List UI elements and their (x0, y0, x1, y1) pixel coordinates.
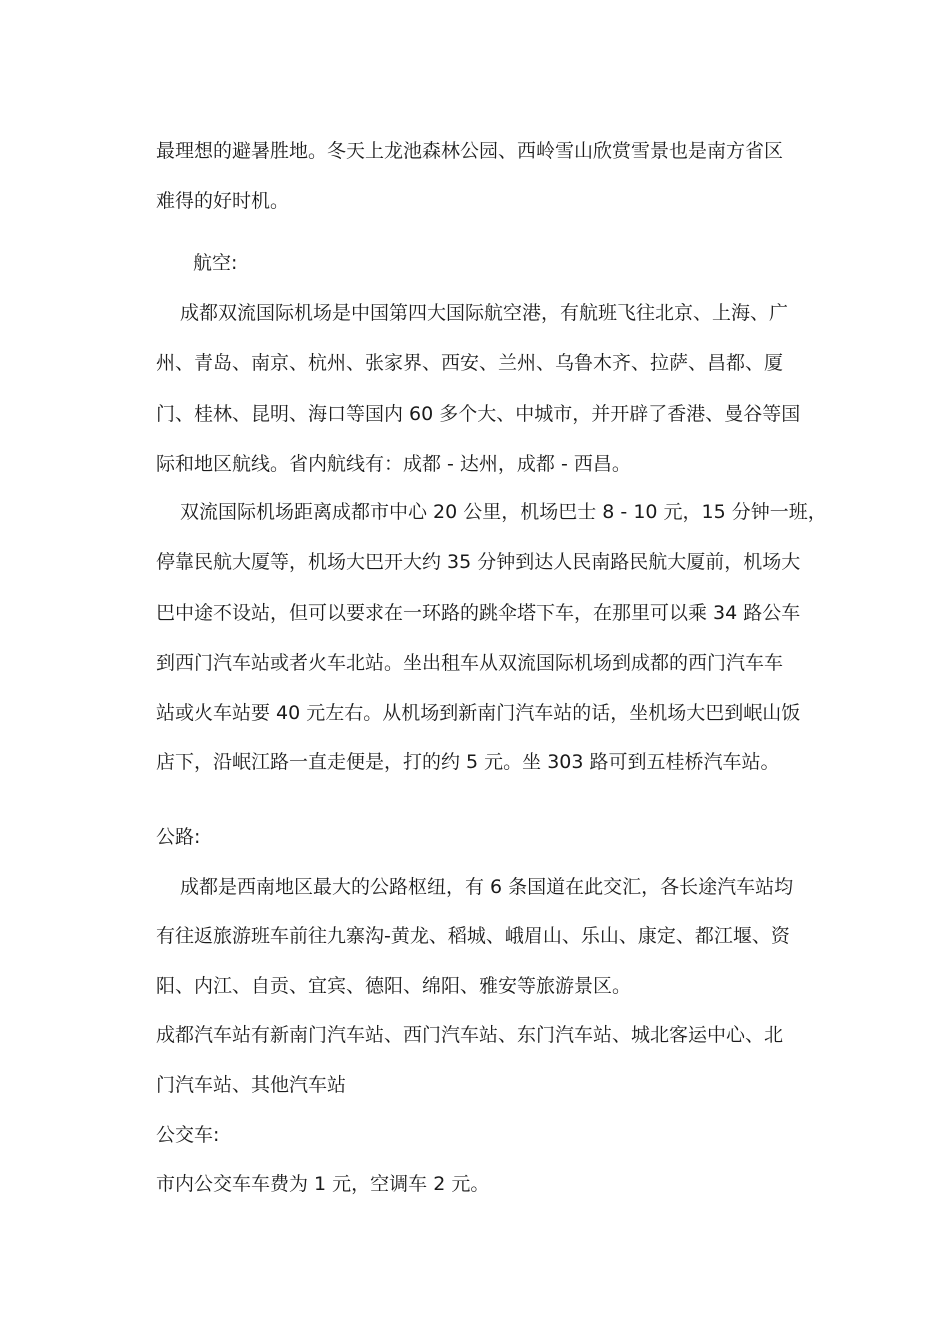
paragraph-line: 成都汽车站有新南门汽车站、西门汽车站、东门汽车站、城北客运中心、北 (156, 1024, 784, 1046)
paragraph-line: 最理想的避暑胜地。冬天上龙池森林公园、西岭雪山欣赏雪景也是南方省区 (156, 140, 784, 162)
paragraph-line: 门、桂林、昆明、海口等国内 60 多个大、中城市，并开辟了香港、曼谷等国 (156, 403, 801, 425)
paragraph-line: 成都是西南地区最大的公路枢纽，有 6 条国道在此交汇，各长途汽车站均 (180, 876, 794, 898)
section-heading-bus: 公交车: (156, 1124, 220, 1146)
paragraph-line: 市内公交车车费为 1 元，空调车 2 元。 (156, 1173, 490, 1195)
paragraph-line: 站或火车站要 40 元左右。从机场到新南门汽车站的话，坐机场大巴到岷山饭 (156, 702, 801, 724)
section-heading-aviation: 航空: (193, 252, 238, 274)
section-heading-highway: 公路: (156, 826, 201, 848)
paragraph-line: 巴中途不设站，但可以要求在一环路的跳伞塔下车，在那里可以乘 34 路公车 (156, 602, 801, 624)
paragraph-line: 难得的好时机。 (156, 190, 290, 212)
paragraph-line: 店下，沿岷江路一直走便是，打的约 5 元。坐 303 路可到五桂桥汽车站。 (156, 751, 780, 773)
paragraph-line: 停靠民航大厦等，机场大巴开大约 35 分钟到达人民南路民航大厦前，机场大 (156, 551, 801, 573)
paragraph-line: 双流国际机场距离成都市中心 20 公里，机场巴士 8 - 10 元，15 分钟一班， (180, 501, 827, 523)
paragraph-line: 州、青岛、南京、杭州、张家界、西安、兰州、乌鲁木齐、拉萨、昌都、厦 (156, 352, 784, 374)
paragraph-line: 到西门汽车站或者火车北站。坐出租车从双流国际机场到成都的西门汽车车 (156, 652, 784, 674)
paragraph-line: 有往返旅游班车前往九寨沟-黄龙、稻城、峨眉山、乐山、康定、都江堰、资 (156, 925, 790, 947)
paragraph-line: 阳、内江、自贡、宜宾、德阳、绵阳、雅安等旅游景区。 (156, 975, 632, 997)
paragraph-line: 成都双流国际机场是中国第四大国际航空港，有航班飞往北京、上海、广 (180, 302, 789, 324)
paragraph-line: 门汽车站、其他汽车站 (156, 1074, 347, 1096)
paragraph-line: 际和地区航线。省内航线有：成都 - 达州，成都 - 西昌。 (156, 453, 631, 475)
